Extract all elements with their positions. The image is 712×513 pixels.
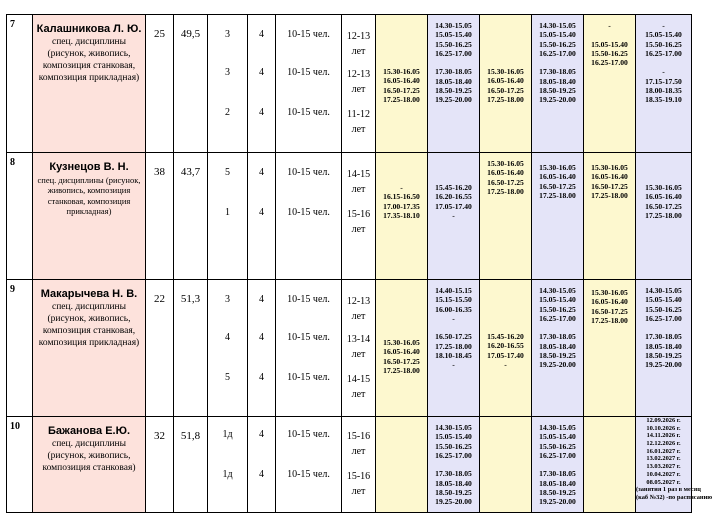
- time-slot: 17.30-18.05: [435, 469, 472, 479]
- teacher-row: [7, 15, 692, 153]
- time-slot: 16.50-17.25: [383, 85, 420, 95]
- time-slot: 17.05-17.40: [487, 350, 524, 360]
- time-slots: [636, 417, 712, 502]
- ages-cell: [342, 153, 376, 280]
- time-slot: 15.05-15.40: [539, 432, 576, 442]
- time-slot: -: [452, 360, 455, 369]
- group-value: 2: [225, 107, 230, 118]
- size-value: 10-15 чел.: [287, 429, 330, 440]
- time-slots: [532, 21, 583, 104]
- size-value: 10-15 чел.: [287, 469, 330, 480]
- time-slot: 16.50-17.25: [591, 181, 628, 191]
- time-slot: 15.05-15.40: [435, 30, 472, 40]
- day-schedule-cell: [584, 15, 636, 153]
- time-slot: 17.25-18.00: [487, 186, 524, 196]
- group-value: 3: [225, 67, 230, 78]
- time-slots: [480, 159, 531, 196]
- students-count: 32: [146, 417, 174, 513]
- group-value: 1д: [222, 469, 233, 480]
- day-schedule-cell: [532, 153, 584, 280]
- time-slot: 15.05-15.40: [539, 295, 576, 305]
- group-value: 5: [225, 167, 230, 178]
- day-schedule-cell: [428, 15, 480, 153]
- time-slot: 08.05.2027 г.: [646, 478, 681, 486]
- time-slot: 18.05-18.40: [645, 341, 682, 351]
- time-slot: (каб №32) -по расписанию: [636, 493, 712, 501]
- age-value: 15-16 лет: [346, 431, 371, 457]
- time-slot: 12.09.2026 г.: [646, 417, 681, 424]
- time-slots: [428, 21, 479, 104]
- time-slot: 15.05-15.40: [539, 30, 576, 40]
- age-value: 14-15 лет: [346, 374, 371, 400]
- age-value: 14-15 лет: [346, 169, 371, 195]
- day-schedule-cell: [376, 15, 428, 153]
- time-slot: 16.01.2027 г.: [646, 447, 681, 455]
- time-slot: 16.25-17.00: [645, 48, 682, 58]
- age-value: 12-13 лет: [346, 31, 371, 57]
- size-cell: [276, 417, 342, 513]
- time-slot: 15.45-16.20: [487, 332, 524, 341]
- time-slot: 17.25-18.00: [487, 94, 524, 104]
- time-slot: 16.50-17.25: [539, 181, 576, 191]
- time-slots: [584, 288, 635, 325]
- time-slot: 15.30-16.05: [645, 183, 682, 192]
- count-value: 4: [259, 294, 264, 305]
- time-slot: 15.50-16.25: [645, 304, 682, 314]
- day-schedule-cell: [376, 153, 428, 280]
- time-slot: 17.25-18.00: [383, 94, 420, 104]
- time-slot: 19.25-20.00: [539, 95, 576, 104]
- time-slot: 16.50-17.25: [591, 306, 628, 316]
- day-schedule-cell: [532, 15, 584, 153]
- time-slots: [532, 163, 583, 200]
- time-slots: [428, 286, 479, 369]
- size-cell: [276, 15, 342, 153]
- time-slot: 18.05-18.40: [539, 478, 576, 488]
- time-slot: 15.05-15.40: [645, 295, 682, 305]
- size-cell: [276, 280, 342, 417]
- schedule-table: [6, 14, 712, 513]
- time-slot: 17.25-18.00: [591, 315, 628, 325]
- time-slots: [428, 423, 479, 506]
- time-slot: 18.05-18.40: [435, 76, 472, 86]
- time-slot: 18.50-19.25: [435, 487, 472, 497]
- time-slot: 17.25-18.00: [591, 190, 628, 200]
- time-slots: [532, 286, 583, 369]
- time-slot: 15.45-16.20: [435, 183, 472, 192]
- group-value: 4: [225, 332, 230, 343]
- day-schedule-cell: [636, 417, 712, 513]
- time-slot: 17.30-18.05: [539, 332, 576, 342]
- time-slot: [428, 58, 479, 67]
- time-slot: 18.00-18.35: [645, 85, 682, 95]
- day-schedule-cell: [584, 280, 636, 417]
- time-slot: 15.30-16.05: [591, 163, 628, 172]
- time-slot: 13.02.2027 г.: [646, 455, 681, 463]
- count-value: 4: [259, 469, 264, 480]
- time-slot: -: [662, 21, 665, 30]
- students-count: 22: [146, 280, 174, 417]
- time-slot: 18.50-19.25: [539, 85, 576, 95]
- day-schedule-cell: [480, 153, 532, 280]
- teacher-cell: [33, 153, 146, 280]
- time-slot: 16.50-17.25: [487, 85, 524, 95]
- time-slot: -: [452, 313, 455, 323]
- time-slot: 15.30-16.05: [487, 67, 524, 76]
- time-slot: 14.30-15.05: [435, 21, 472, 30]
- time-slot: 17.30-18.05: [435, 67, 472, 77]
- counts-cell: [248, 153, 276, 280]
- teacher-name: Калашникова Л. Ю.: [36, 23, 142, 35]
- time-slot: [428, 323, 479, 332]
- time-slot: 15.50-16.25: [591, 48, 628, 58]
- time-slot: 15.05-15.40: [645, 30, 682, 40]
- teacher-subjects: спец. дисциплины (рисунок, живопись, композиция станковая): [42, 439, 136, 473]
- hours-value: 51,3: [174, 280, 208, 417]
- time-slot: [428, 460, 479, 469]
- age-value: 13-14 лет: [346, 334, 371, 360]
- time-slot: 15.30-16.05: [383, 67, 420, 76]
- time-slot: 19.25-20.00: [539, 360, 576, 369]
- teacher-name: Макарычева Н. В.: [40, 288, 138, 300]
- time-slot: 17.25-18.00: [645, 210, 682, 220]
- age-value: 15-16 лет: [346, 471, 371, 497]
- time-slot: 17.30-18.05: [539, 67, 576, 77]
- time-slot: 16.50-17.25: [383, 356, 420, 366]
- time-slot: 16.05-16.40: [591, 172, 628, 182]
- size-cell: [276, 153, 342, 280]
- hours-value: 43,7: [174, 153, 208, 280]
- size-value: 10-15 чел.: [287, 294, 330, 305]
- time-slot: 18.05-18.40: [539, 341, 576, 351]
- time-slot: 17.25-18.00: [435, 341, 472, 351]
- time-slot: 14.30-15.05: [435, 423, 472, 432]
- count-value: 4: [259, 67, 264, 78]
- students-count: 38: [146, 153, 174, 280]
- teacher-subjects: спец. дисциплины (рисунок, живопись, композиция станковая, композиция прикладная): [38, 37, 140, 83]
- time-slot: 16.05-16.40: [539, 172, 576, 182]
- time-slot: [532, 58, 583, 67]
- time-slot: 17.30-18.05: [645, 332, 682, 342]
- ages-cell: [342, 280, 376, 417]
- age-value: 12-13 лет: [346, 296, 371, 322]
- count-value: 4: [259, 207, 264, 218]
- ages-cell: [342, 15, 376, 153]
- group-value: 1: [225, 207, 230, 218]
- time-slot: 15.30-16.05: [487, 159, 524, 168]
- size-value: 10-15 чел.: [287, 332, 330, 343]
- teacher-subjects: спец. дисциплины (рисунок, живопись, композиция станковая, композиция прикладная): [37, 175, 141, 216]
- time-slot: 18.50-19.25: [539, 350, 576, 360]
- time-slots: [584, 21, 635, 67]
- time-slot: -: [400, 183, 403, 192]
- size-value: 10-15 чел.: [287, 107, 330, 118]
- counts-cell: [248, 417, 276, 513]
- time-slot: [636, 58, 691, 67]
- time-slot: 13.03.2027 г.: [646, 463, 681, 471]
- time-slot: [584, 30, 635, 39]
- time-slot: 16.05-16.40: [645, 192, 682, 202]
- time-slot: 16.05-16.40: [383, 76, 420, 86]
- time-slot: 16.20-16.55: [487, 341, 524, 351]
- time-slot: -: [662, 67, 665, 77]
- time-slot: 15.50-16.25: [435, 39, 472, 49]
- time-slot: 17.25-18.00: [539, 190, 576, 200]
- time-slot: -: [608, 21, 611, 30]
- group-value: 1д: [222, 429, 233, 440]
- time-slot: 19.25-20.00: [435, 497, 472, 506]
- day-schedule-cell: [376, 417, 428, 513]
- time-slot: 14.30-15.05: [645, 286, 682, 295]
- time-slot: 17.30-18.05: [539, 469, 576, 479]
- time-slot: 14.11.2026 г.: [646, 432, 681, 440]
- time-slot: [636, 323, 691, 332]
- time-slot: 15.05-15.40: [435, 432, 472, 442]
- group-value: 3: [225, 29, 230, 40]
- time-slot: 15.30-16.05: [591, 288, 628, 297]
- time-slots: [480, 67, 531, 104]
- time-slot: 14.40-15.15: [435, 286, 472, 295]
- time-slot: 16.25-17.00: [539, 48, 576, 58]
- time-slot: 16.25-17.00: [539, 450, 576, 460]
- teacher-cell: [33, 417, 146, 513]
- day-schedule-cell: [636, 15, 692, 153]
- time-slot: -: [452, 210, 455, 220]
- time-slot: [532, 323, 583, 332]
- time-slot: 19.25-20.00: [645, 360, 682, 369]
- time-slots: [376, 338, 427, 375]
- time-slot: 18.50-19.25: [539, 487, 576, 497]
- age-value: 12-13 лет: [346, 69, 371, 95]
- time-slot: 16.20-16.55: [435, 192, 472, 202]
- time-slot: 17.15-17.50: [645, 76, 682, 86]
- teacher-subjects: спец. дисциплины (рисунок, живопись, композиция станковая, композиция прикладная): [38, 302, 140, 348]
- day-schedule-cell: [428, 417, 480, 513]
- age-value: 11-12 лет: [347, 109, 370, 135]
- time-slot: 10.04.2027 г.: [646, 470, 681, 478]
- size-value: 10-15 чел.: [287, 67, 330, 78]
- time-slots: [376, 67, 427, 104]
- time-slot: 15.50-16.25: [645, 39, 682, 49]
- day-schedule-cell: [480, 280, 532, 417]
- day-schedule-cell: [584, 417, 636, 513]
- day-schedule-cell: [532, 417, 584, 513]
- time-slot: 15.50-16.25: [539, 39, 576, 49]
- time-slots: [428, 183, 479, 220]
- time-slot: 16.05-16.40: [487, 168, 524, 178]
- size-value: 10-15 чел.: [287, 207, 330, 218]
- count-value: 4: [259, 29, 264, 40]
- time-slots: [636, 21, 691, 104]
- size-value: 10-15 чел.: [287, 167, 330, 178]
- count-value: 4: [259, 107, 264, 118]
- time-slot: 14.30-15.05: [539, 21, 576, 30]
- students-count: 25: [146, 15, 174, 153]
- time-slot: 10.10.2026 г.: [646, 424, 681, 432]
- time-slot: 17.25-18.00: [383, 365, 420, 375]
- time-slot: 16.50-17.25: [435, 332, 472, 342]
- time-slot: -: [504, 359, 507, 369]
- teacher-row: [7, 280, 692, 417]
- day-schedule-cell: [428, 280, 480, 417]
- group-value: 5: [225, 372, 230, 383]
- time-slot: 16.25-17.00: [435, 48, 472, 58]
- groups-cell: [208, 280, 248, 417]
- day-schedule-cell: [636, 280, 692, 417]
- day-schedule-cell: [428, 153, 480, 280]
- time-slot: 18.10-18.45: [435, 350, 472, 360]
- time-slots: [584, 163, 635, 200]
- time-slot: 17.05-17.40: [435, 201, 472, 211]
- time-slot: 15.50-16.25: [539, 441, 576, 451]
- row-number: 8: [7, 153, 33, 280]
- time-slot: 16.25-17.00: [591, 58, 628, 67]
- count-value: 4: [259, 429, 264, 440]
- time-slot: 16.00-16.35: [435, 304, 472, 314]
- time-slot: 18.50-19.25: [645, 350, 682, 360]
- time-slot: 17.00-17.35: [383, 201, 420, 211]
- time-slots: [532, 423, 583, 506]
- teacher-row: [7, 153, 692, 280]
- teacher-cell: [33, 280, 146, 417]
- time-slot: 16.15-16.50: [383, 192, 420, 202]
- time-slot: 18.50-19.25: [435, 85, 472, 95]
- time-slot: 17.35-18.10: [383, 210, 420, 220]
- time-slot: 18.35-19.10: [645, 95, 682, 104]
- count-value: 4: [259, 372, 264, 383]
- day-schedule-cell: [480, 15, 532, 153]
- time-slot: 12.12.2026 г.: [646, 440, 681, 448]
- time-slot: 16.50-17.25: [645, 201, 682, 211]
- ages-cell: [342, 417, 376, 513]
- time-slot: 15.15-15.50: [435, 295, 472, 305]
- time-slot: 15.50-16.25: [539, 304, 576, 314]
- time-slot: 19.25-20.00: [539, 497, 576, 506]
- time-slot: 18.05-18.40: [539, 76, 576, 86]
- teacher-cell: [33, 15, 146, 153]
- time-slots: [636, 183, 691, 220]
- time-slot: 14.30-15.05: [539, 423, 576, 432]
- hours-value: 49,5: [174, 15, 208, 153]
- count-value: 4: [259, 332, 264, 343]
- time-slot: 16.05-16.40: [591, 297, 628, 307]
- day-schedule-cell: [532, 280, 584, 417]
- day-schedule-cell: [584, 153, 636, 280]
- size-value: 10-15 чел.: [287, 372, 330, 383]
- size-value: 10-15 чел.: [287, 29, 330, 40]
- day-schedule-cell: [636, 153, 692, 280]
- time-slots: [636, 286, 691, 369]
- teacher-name: Кузнецов В. Н.: [49, 161, 129, 173]
- day-schedule-cell: [376, 280, 428, 417]
- row-number: 7: [7, 15, 33, 153]
- teacher-name: Бажанова Е.Ю.: [47, 425, 131, 437]
- count-value: 4: [259, 167, 264, 178]
- group-value: 3: [225, 294, 230, 305]
- time-slot: 16.05-16.40: [487, 76, 524, 86]
- day-schedule-cell: [480, 417, 532, 513]
- groups-cell: [208, 15, 248, 153]
- time-slot: 15.30-16.05: [539, 163, 576, 172]
- time-slot: [532, 460, 583, 469]
- teacher-row: [7, 417, 692, 513]
- time-slot: 16.25-17.00: [435, 450, 472, 460]
- time-slot: 15.50-16.25: [435, 441, 472, 451]
- counts-cell: [248, 280, 276, 417]
- time-slot: 16.05-16.40: [383, 347, 420, 357]
- time-slot: 16.25-17.00: [645, 313, 682, 323]
- row-number: 9: [7, 280, 33, 417]
- time-slot: (занятия 1 раз в месяц: [636, 486, 701, 494]
- hours-value: 51,8: [174, 417, 208, 513]
- time-slot: 16.25-17.00: [539, 313, 576, 323]
- time-slot: 15.30-16.05: [383, 338, 420, 347]
- time-slots: [376, 183, 427, 220]
- counts-cell: [248, 15, 276, 153]
- groups-cell: [208, 153, 248, 280]
- time-slots: [480, 332, 531, 369]
- time-slot: 18.05-18.40: [435, 478, 472, 488]
- time-slot: 19.25-20.00: [435, 95, 472, 104]
- groups-cell: [208, 417, 248, 513]
- age-value: 15-16 лет: [346, 209, 371, 235]
- row-number: 10: [7, 417, 33, 513]
- time-slot: 14.30-15.05: [539, 286, 576, 295]
- time-slot: 15.05-15.40: [591, 39, 628, 49]
- time-slot: 16.50-17.25: [487, 177, 524, 187]
